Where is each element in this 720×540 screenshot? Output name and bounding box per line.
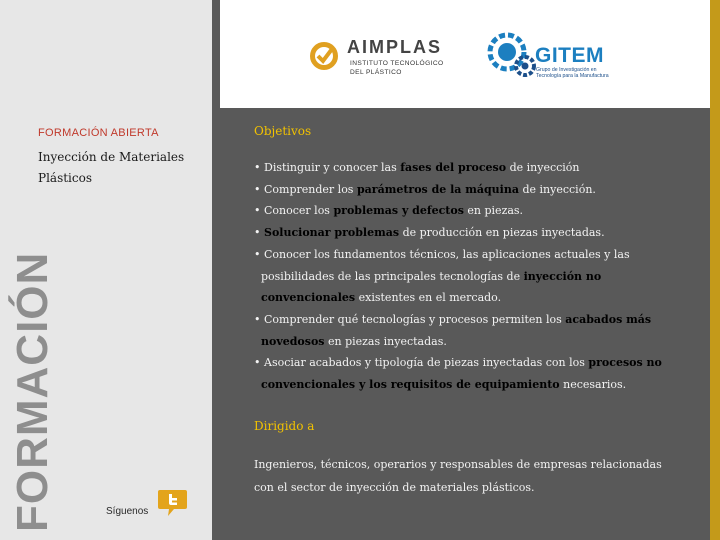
objective-item: • Comprender los parámetros de la máquina de inyección.: [254, 179, 686, 201]
gitem-name: GITEM: [535, 44, 604, 67]
aimplas-subtitle-1: INSTITUTO TECNOLÓGICO: [350, 60, 444, 67]
category-label: FORMACIÓN ABIERTA: [38, 127, 159, 139]
accent-bar: [710, 0, 720, 540]
divider: [212, 0, 220, 540]
objective-item: • Asociar acabados y tipología de piezas inyectadas con los procesos no convencionales y los requisitos de equipamiento necesarios.: [254, 352, 686, 395]
objective-item: • Solucionar problemas de producción en piezas inyectadas.: [254, 222, 686, 244]
twitter-icon[interactable]: [157, 489, 188, 517]
gitem-logo: [485, 30, 625, 82]
aimplas-emblem-icon: [308, 40, 340, 72]
objective-item: • Distinguir y conocer las fases del proceso de inyección: [254, 157, 686, 179]
gitem-subtitle-1: Grupo de Investigación en: [536, 67, 597, 73]
course-title: Inyección de Materiales Plásticos: [38, 150, 185, 185]
gitem-subtitle-2: Tecnología para la Manufactura: [536, 73, 609, 79]
objective-item: • Comprender qué tecnologías y procesos permiten los acabados más novedosos en piezas inyectadas.: [254, 309, 686, 352]
objectives-heading: Objetivos: [254, 124, 312, 138]
objective-item: • Conocer los problemas y defectos en piezas.: [254, 200, 686, 222]
aimplas-name: AIMPLAS: [347, 37, 442, 57]
audience-text: Ingenieros, técnicos, operarios y responsables de empresas relacionadas con el sector de inyección de materiales plásticos.: [254, 458, 662, 494]
aimplas-subtitle-2: DEL PLÁSTICO: [350, 69, 402, 76]
aimplas-logo: [308, 37, 468, 87]
vertical-watermark: FORMACIÓN: [8, 251, 57, 532]
follow-label: Síguenos: [106, 506, 149, 517]
objective-item: • Conocer los fundamentos técnicos, las aplicaciones actuales y las posibilidades de las principales tecnologías de inyección no convencionales existentes en el mercado.: [254, 244, 686, 309]
audience-heading: Dirigido a: [254, 419, 315, 433]
objectives-list: [254, 157, 686, 396]
